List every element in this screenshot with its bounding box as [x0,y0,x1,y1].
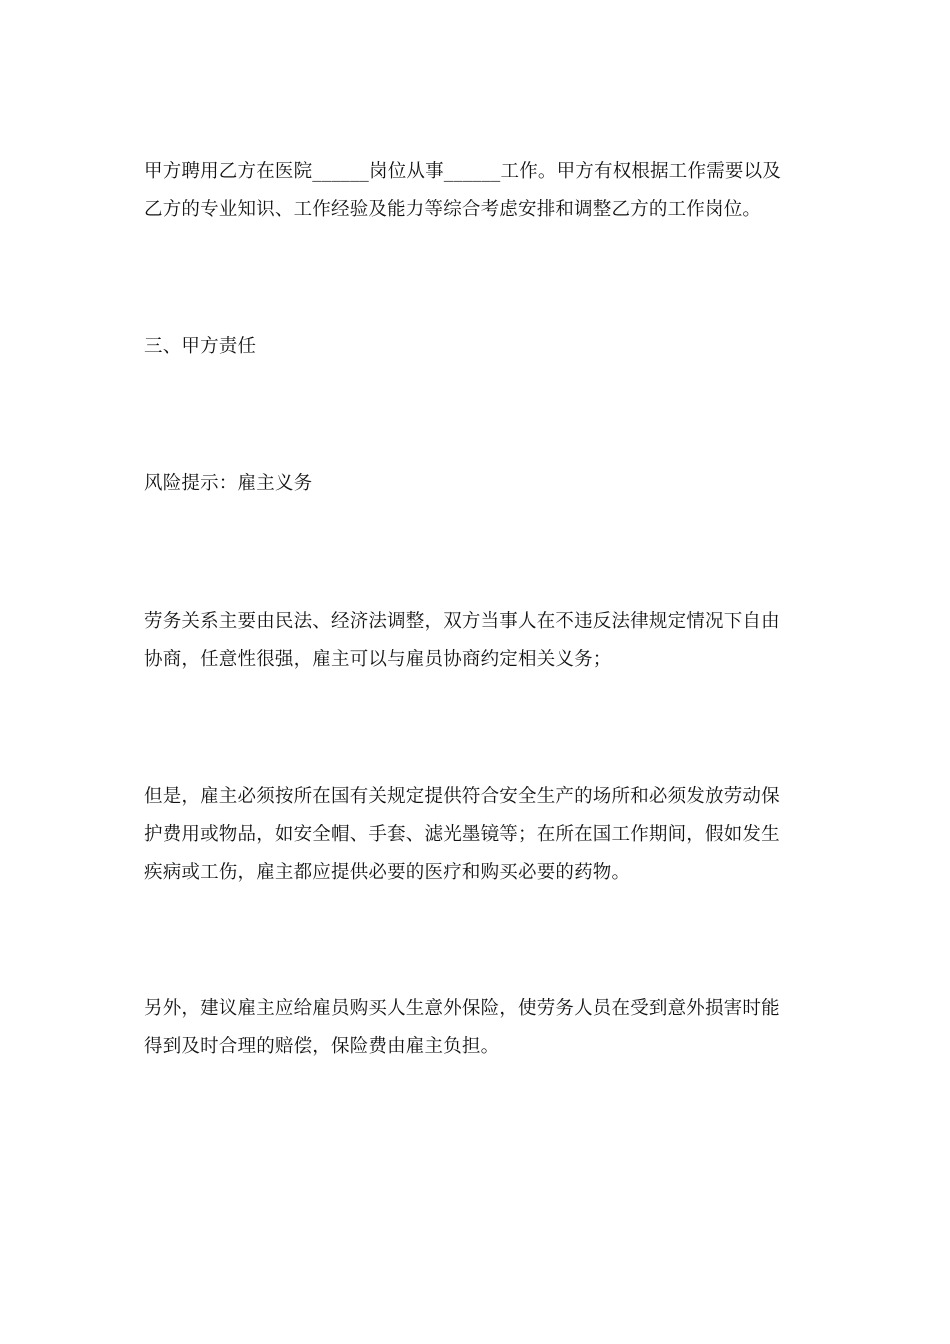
paragraph-employer-safety-obligations [144,778,804,892]
paragraph-insurance-recommendation [144,990,804,1066]
text-line: 护费用或物品，如安全帽、手套、滤光墨镜等；在所在国工作期间，假如发生 [144,824,780,845]
text-line: 协商，任意性很强，雇主可以与雇员协商约定相关义务； [144,649,612,670]
text-line: 另外，建议雇主应给雇员购买人生意外保险，使劳务人员在受到意外损害时能 [144,998,780,1019]
text-line: 得到及时合理的赔偿，保险费由雇主负担。 [144,1036,500,1057]
paragraph-labor-relations [144,603,804,679]
section-heading-party-a-responsibility [144,328,804,366]
text-line: 乙方的专业知识、工作经验及能力等综合考虑安排和调整乙方的工作岗位。 [144,199,762,220]
text-line: 疾病或工伤，雇主都应提供必要的医疗和购买必要的药物。 [144,862,631,883]
risk-notice-heading [144,465,804,503]
text-line: 风险提示：雇主义务 [144,473,313,494]
text-line: 但是，雇主必须按所在国有关规定提供符合安全生产的场所和必须发放劳动保 [144,786,780,807]
text-line: 三、甲方责任 [144,336,257,357]
text-line: 劳务关系主要由民法、经济法调整，双方当事人在不违反法律规定情况下自由 [144,611,780,632]
text-line: 甲方聘用乙方在医院______岗位从事______工作。甲方有权根据工作需要以及 [144,161,782,182]
paragraph-employment-position [144,153,804,229]
